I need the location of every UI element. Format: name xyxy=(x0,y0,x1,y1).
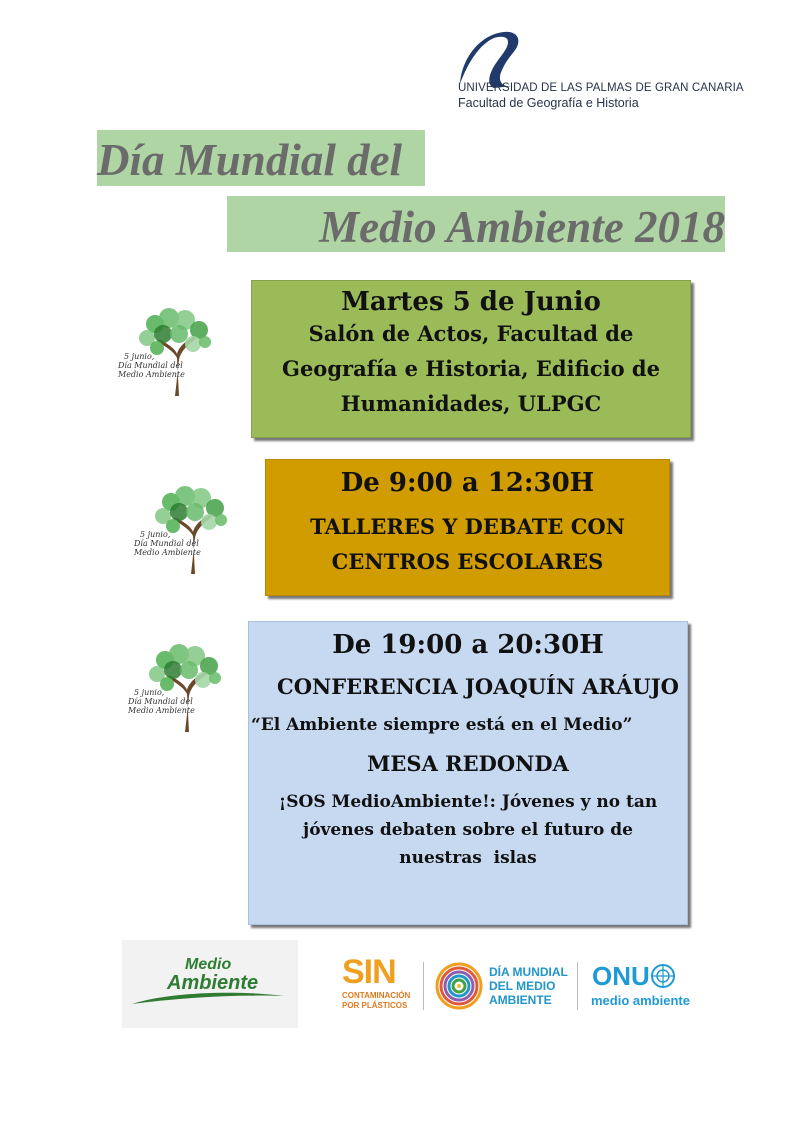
tree-logo-2 xyxy=(128,474,248,594)
tree-icon xyxy=(127,632,237,742)
round-table-title: MESA REDONDA xyxy=(367,751,569,776)
tree-caption-line3: Medio Ambiente xyxy=(118,370,185,379)
faculty-name: Facultad de Geografía e Historia xyxy=(458,96,639,110)
logo-divider xyxy=(423,962,424,1010)
morning-activity-line-1: TALLERES Y DEBATE CON xyxy=(310,514,625,539)
conference-title: CONFERENCIA JOAQUÍN ARÁUJO xyxy=(277,674,679,699)
round-table-topic-line-3: nuestras islas xyxy=(399,848,537,868)
evening-session-box xyxy=(248,621,688,925)
sin-logo-sub-1: CONTAMINACIÓN xyxy=(342,991,411,1000)
event-date-box xyxy=(251,280,691,438)
onu-logo-word: ONU xyxy=(592,961,650,991)
tree-caption-date: 5 junio, xyxy=(134,688,165,697)
tree-caption-date: 5 junio, xyxy=(140,530,171,539)
sin-logo-sub-2: POR PLÁSTICOS xyxy=(342,1001,408,1010)
logo-divider xyxy=(577,962,578,1010)
tree-caption-line3: Medio Ambiente xyxy=(128,706,195,715)
dia-mundial-logo-line-2: DEL MEDIO xyxy=(489,979,556,993)
medio-ambiente-logo-line-2: Ambiente xyxy=(167,972,259,994)
university-name: UNIVERSIDAD DE LAS PALMAS DE GRAN CANARIA xyxy=(458,82,744,94)
conference-quote: “El Ambiente siempre está en el Medio” xyxy=(251,715,633,735)
dia-mundial-logo-line-3: AMBIENTE xyxy=(489,993,552,1007)
morning-time: De 9:00 a 12:30H xyxy=(340,468,595,498)
venue-line-2: Geografía e Historia, Edificio de xyxy=(282,356,660,381)
tree-logo-1 xyxy=(112,296,232,416)
venue-line-3: Humanidades, ULPGC xyxy=(340,391,602,416)
evening-time: De 19:00 a 20:30H xyxy=(332,630,604,660)
venue-line-1: Salón de Actos, Facultad de xyxy=(308,321,634,346)
dia-mundial-logo-line-1: DÍA MUNDIAL xyxy=(489,965,568,979)
medio-ambiente-logo-line-1: Medio xyxy=(185,956,232,973)
title-line-1: Día Mundial del xyxy=(97,130,425,186)
tree-icon xyxy=(133,474,243,584)
morning-activity-line-2: CENTROS ESCOLARES xyxy=(331,549,604,574)
event-day: Martes 5 de Junio xyxy=(341,287,601,317)
round-table-topic-line-1: ¡SOS MedioAmbiente!: Jóvenes y no tan xyxy=(278,792,658,812)
tree-caption-date: 5 junio, xyxy=(124,352,155,361)
round-table-topic-line-2: jóvenes debaten sobre el futuro de xyxy=(303,820,633,840)
un-emblem-icon xyxy=(650,963,676,989)
fingerprint-icon xyxy=(435,962,483,1010)
onu-logo-sub: medio ambiente xyxy=(591,993,690,1008)
tree-caption-line2: Día Mundial del xyxy=(118,361,183,370)
tree-icon xyxy=(117,296,227,406)
title-line-2: Medio Ambiente 2018 xyxy=(227,196,725,252)
tree-caption-line2: Día Mundial del xyxy=(134,539,199,548)
morning-session-box xyxy=(265,459,670,596)
sin-logo-word: SIN xyxy=(342,953,396,991)
tree-caption-line3: Medio Ambiente xyxy=(134,548,201,557)
tree-logo-3 xyxy=(122,632,242,752)
tree-caption-line2: Día Mundial del xyxy=(128,697,193,706)
